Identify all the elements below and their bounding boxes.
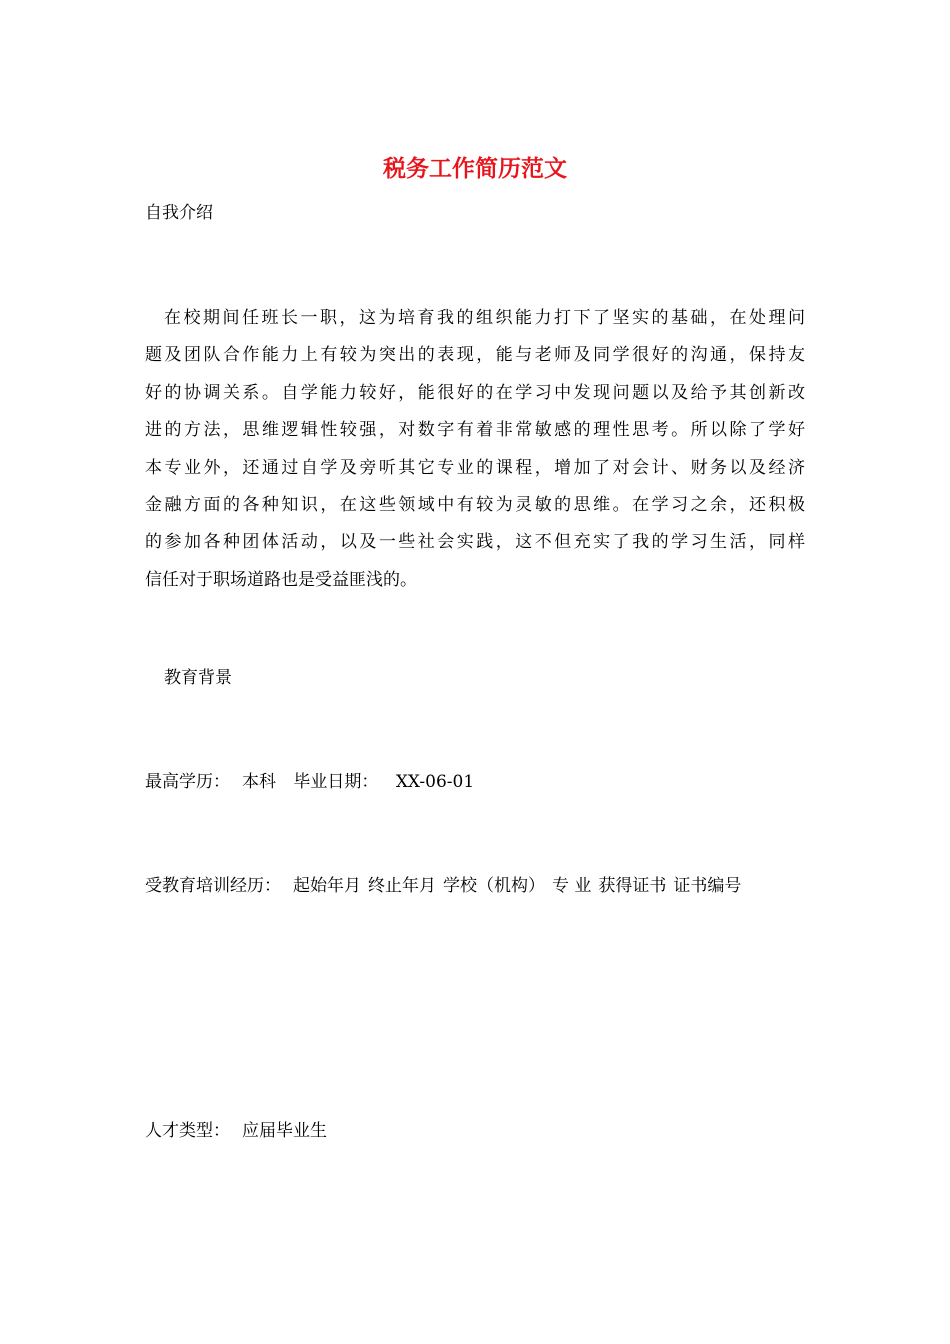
highest-degree-label: 最高学历： <box>145 772 230 792</box>
training-column: 起始年月 <box>293 876 361 896</box>
paragraph-line: 好的协调关系。自学能力较好，能很好的在学习中发现问题以及给予其创新改 <box>145 382 805 403</box>
highest-degree-row <box>145 764 474 801</box>
graduation-date-label: 毕业日期： <box>293 772 379 792</box>
training-column: 终止年月 <box>368 876 436 896</box>
training-history-row <box>145 868 810 905</box>
paragraph-line: 本专业外，还通过自学及旁听其它专业的课程，增加了对会计、财务以及经济 <box>145 457 805 478</box>
document-title: 税务工作简历范文 <box>383 155 567 182</box>
training-column: 获得证书 <box>598 876 667 896</box>
talent-type-value: 应届毕业生 <box>242 1121 327 1141</box>
talent-type-label: 人才类型： <box>145 1121 230 1141</box>
training-columns <box>281 876 748 896</box>
highest-degree-value: 本科 <box>242 772 276 792</box>
paragraph-line: 进的方法，思维逻辑性较强，对数字有着非常敏感的理性思考。所以除了学好 <box>145 420 805 441</box>
training-column: 学校（机构） <box>443 876 545 896</box>
paragraph-line: 在校期间任班长一职，这为培育我的组织能力打下了坚实的基础，在处理问 <box>164 308 805 328</box>
training-column: 专 业 <box>552 876 592 896</box>
paragraph-line: 信任对于职场道路也是受益匪浅的。 <box>145 569 417 590</box>
training-column: 证书编号 <box>673 876 742 896</box>
self-intro-heading: 自我介绍 <box>145 203 213 223</box>
paragraph-line: 金融方面的各种知识，在这些领域中有较为灵敏的思维。在学习之余，还积极 <box>145 495 805 516</box>
training-label: 受教育培训经历： <box>145 876 281 896</box>
paragraph-line: 的参加各种团体活动，以及一些社会实践，这不但充实了我的学习生活，同样 <box>145 532 805 553</box>
self-intro-paragraph <box>145 300 805 599</box>
education-heading: 教育背景 <box>164 668 232 688</box>
graduation-date-value: XX-06-01 <box>395 772 475 792</box>
paragraph-line: 题及团队合作能力上有较为突出的表现，能与老师及同学很好的沟通，保持友 <box>145 345 805 366</box>
talent-type-row <box>145 1113 327 1150</box>
